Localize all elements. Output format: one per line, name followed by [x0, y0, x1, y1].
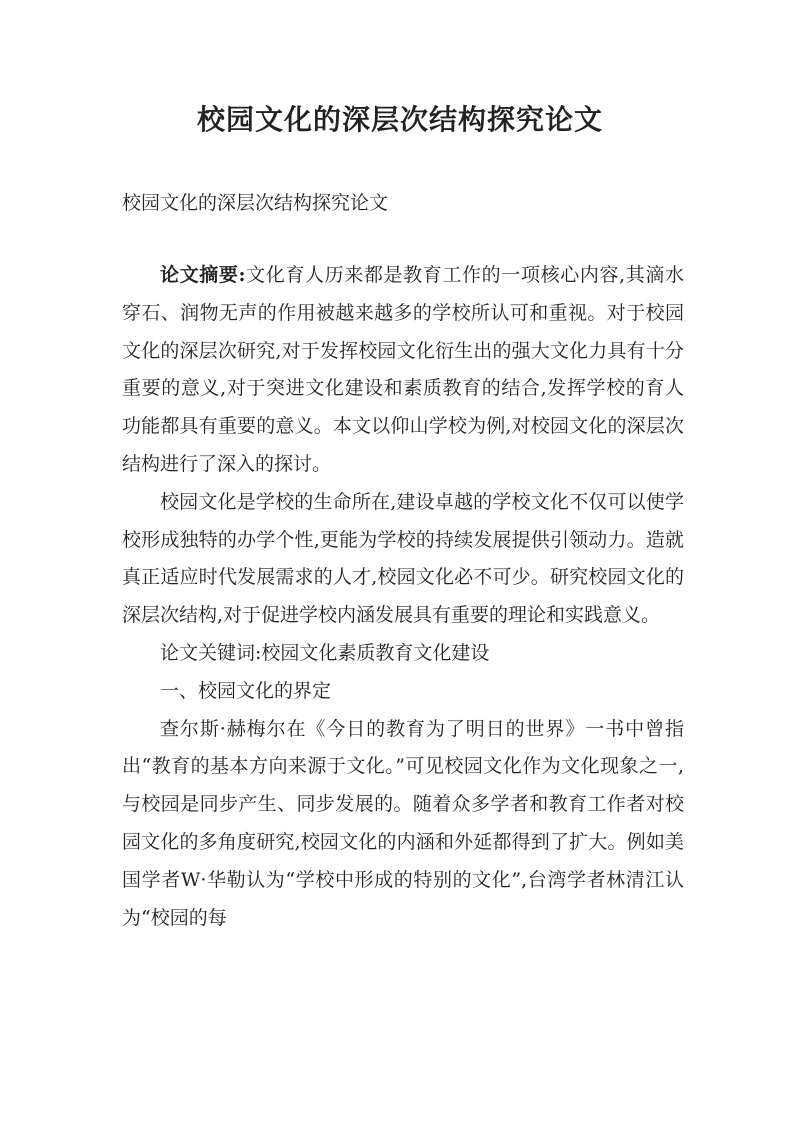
- abstract-label: 论文摘要:: [160, 264, 246, 286]
- document-body: [122, 257, 684, 937]
- keywords-line: 论文关键词:校园文化素质教育文化建设: [160, 641, 490, 664]
- abstract-paragraph: [122, 257, 684, 484]
- document-subtitle: 校园文化的深层次结构探究论文: [122, 192, 389, 214]
- body-paragraph-3: 查尔斯·赫梅尔在《今日的教育为了明日的世界》一书中曾指出“教育的基本方向来源于文化。”可见校园文化作为文化现象之一,与校园是同步产生、同步发展的。随着众多学者和教育工作者对校园文化的多角度研究,校园文化的内涵和外延都得到了扩大。例如美国学者W·华勒认为“学校中形成的特别的文化”,台湾学者林清江认为“校园的每: [122, 717, 684, 929]
- body-paragraph-2: 校园文化是学校的生命所在,建设卓越的学校文化不仅可以使学校形成独特的办学个性,更能为学校的持续发展提供引领动力。造就真正适应时代发展需求的人才,校园文化必不可少。研究校园文化的深层次结构,对于促进学校内涵发展具有重要的理论和实践意义。: [122, 490, 684, 627]
- abstract-text: 文化育人历来都是教育工作的一项核心内容,其滴水穿石、润物无声的作用被越来越多的学校所认可和重视。对于校园文化的深层次研究,对于发挥校园文化衍生出的强大文化力具有十分重要的意义,对于突进文化建设和素质教育的结合,发挥学校的育人功能都具有重要的意义。本文以仰山学校为例,对校园文化的深层次结构进行了深入的探讨。: [122, 264, 685, 475]
- document-title: 校园文化的深层次结构探究论文: [196, 103, 603, 136]
- section-heading-1: 一、校园文化的界定: [160, 679, 332, 702]
